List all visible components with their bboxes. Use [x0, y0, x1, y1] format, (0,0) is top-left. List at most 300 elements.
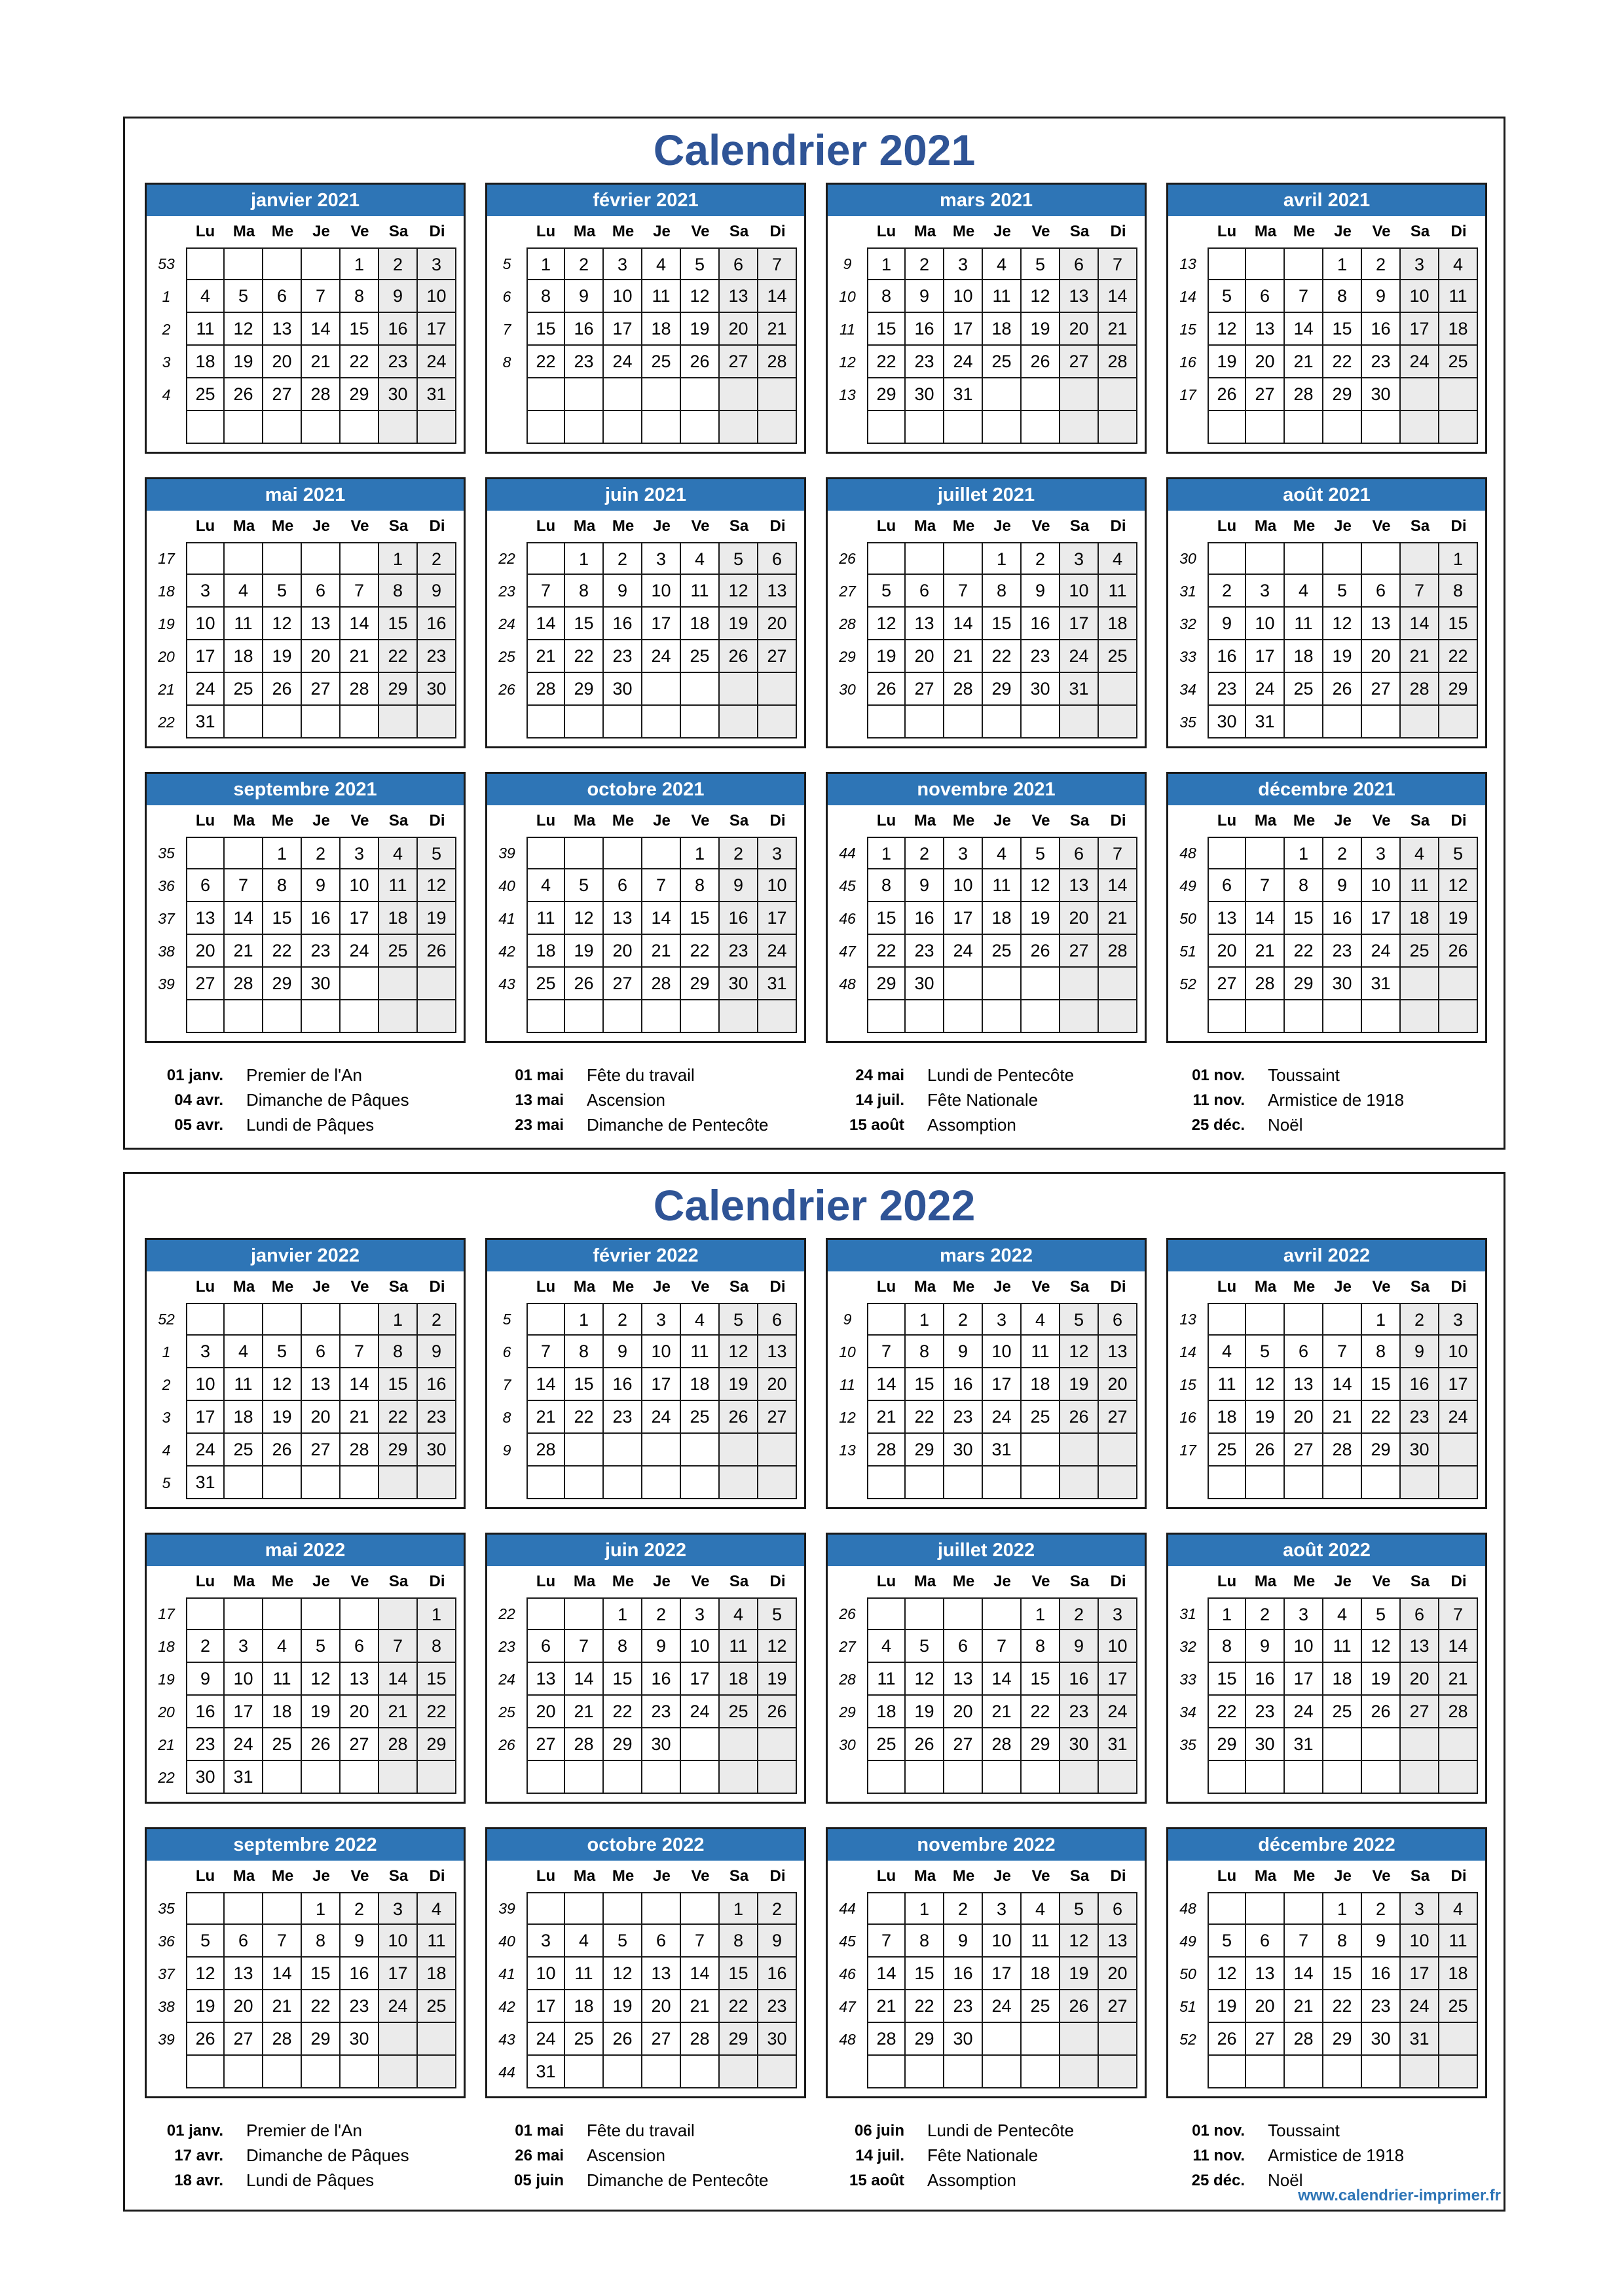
day-cell: 7 — [1323, 1336, 1362, 1368]
day-cell: 5 — [758, 1597, 797, 1630]
day-cell: 17 — [1362, 902, 1401, 935]
day-cell: 29 — [1285, 968, 1323, 1000]
holiday-name: Premier de l'An — [246, 2121, 362, 2140]
day-cell: 21 — [983, 1696, 1022, 1728]
day-cell: 8 — [341, 280, 379, 313]
weekday-label: Ve — [350, 1573, 369, 1590]
weekday-label: Me — [271, 1278, 294, 1296]
day-cell — [526, 837, 565, 869]
day-cell — [944, 2056, 983, 2088]
day-cell: 22 — [526, 346, 565, 378]
day-cell: 27 — [604, 968, 642, 1000]
day-cell: 22 — [1362, 1401, 1401, 1434]
day-cell — [263, 411, 302, 444]
day-cell: 29 — [565, 673, 604, 706]
week-number: 50 — [1179, 1965, 1196, 1982]
day-cell — [1099, 1434, 1137, 1467]
day-cell — [186, 1597, 225, 1630]
day-cell: 20 — [1362, 640, 1401, 673]
day-cell: 20 — [758, 608, 797, 640]
day-cell — [302, 1761, 341, 1794]
day-cell: 7 — [1246, 869, 1285, 902]
day-cell: 2 — [1323, 837, 1362, 869]
weekday-label: Sa — [729, 1573, 749, 1590]
weekday-label: Sa — [388, 517, 409, 535]
day-cell: 22 — [1439, 640, 1478, 673]
day-cell — [642, 1000, 681, 1033]
day-cell: 22 — [418, 1696, 456, 1728]
holiday-date: 23 mai — [515, 1116, 564, 1134]
day-cell: 16 — [341, 1958, 379, 1990]
day-cell: 18 — [379, 902, 418, 935]
day-cell — [225, 706, 263, 738]
weekday-label: Di — [769, 223, 786, 240]
month-header: juillet 2022 — [828, 1535, 1145, 1566]
day-cell — [1060, 378, 1099, 411]
day-cell — [263, 1892, 302, 1925]
day-cell: 1 — [681, 837, 720, 869]
month-calendar — [485, 1827, 806, 2098]
day-cell — [379, 1761, 418, 1794]
day-cell: 8 — [983, 575, 1022, 608]
day-cell: 23 — [186, 1728, 225, 1761]
day-cell: 10 — [1401, 280, 1439, 313]
day-cell — [1439, 1728, 1478, 1761]
day-cell: 30 — [1246, 1728, 1285, 1761]
day-cell: 10 — [1060, 575, 1099, 608]
weekday-label: Lu — [1217, 1867, 1237, 1885]
day-cell — [1439, 706, 1478, 738]
day-cell: 6 — [758, 1303, 797, 1336]
weekday-label: Je — [312, 812, 330, 829]
holiday-date: 11 nov. — [1192, 2147, 1245, 2164]
day-cell: 17 — [1060, 608, 1099, 640]
weekday-label: Lu — [536, 1867, 556, 1885]
week-number: 14 — [1179, 288, 1196, 305]
day-cell: 1 — [720, 1892, 758, 1925]
day-cell: 25 — [1439, 1990, 1478, 2023]
day-cell: 2 — [1060, 1597, 1099, 1630]
day-cell: 17 — [944, 902, 983, 935]
holiday-name: Noël — [1268, 1115, 1303, 1135]
day-cell: 13 — [720, 280, 758, 313]
weekday-label: Je — [653, 1278, 671, 1296]
day-cell: 22 — [565, 640, 604, 673]
day-cell: 13 — [1246, 313, 1285, 346]
month-header: février 2021 — [487, 185, 804, 216]
day-cell: 26 — [1246, 1434, 1285, 1467]
day-cell — [302, 1467, 341, 1499]
weekday-label: Lu — [536, 1573, 556, 1590]
day-cell — [1323, 542, 1362, 575]
day-cell: 25 — [1401, 935, 1439, 968]
day-cell: 3 — [1401, 247, 1439, 280]
day-cell: 6 — [302, 1336, 341, 1368]
day-cell — [1246, 247, 1285, 280]
month-calendar — [826, 477, 1147, 748]
day-cell — [1246, 411, 1285, 444]
weekday-label: Sa — [1069, 1573, 1090, 1590]
week-number: 34 — [1179, 681, 1196, 698]
weekday-label: Di — [769, 1278, 786, 1296]
day-cell: 19 — [604, 1990, 642, 2023]
day-cell: 26 — [867, 673, 906, 706]
day-cell: 1 — [302, 1892, 341, 1925]
day-cell: 12 — [225, 313, 263, 346]
day-cell: 11 — [225, 1368, 263, 1401]
day-cell: 14 — [526, 1368, 565, 1401]
holiday-date: 01 nov. — [1192, 1066, 1245, 1084]
weekday-label: Ma — [573, 1573, 596, 1590]
day-cell: 29 — [867, 968, 906, 1000]
day-cell: 30 — [1022, 673, 1060, 706]
day-cell — [341, 2056, 379, 2088]
day-cell — [681, 378, 720, 411]
day-cell: 21 — [1439, 1663, 1478, 1696]
day-cell — [379, 706, 418, 738]
day-cell: 29 — [906, 1434, 944, 1467]
week-number: 15 — [1179, 321, 1196, 338]
day-cell: 1 — [906, 1892, 944, 1925]
weekday-label: Ve — [1031, 1573, 1050, 1590]
day-cell — [944, 968, 983, 1000]
day-cell: 1 — [1208, 1597, 1246, 1630]
week-number: 39 — [158, 975, 175, 993]
day-cell: 5 — [681, 247, 720, 280]
day-cell: 20 — [526, 1696, 565, 1728]
holiday-name: Premier de l'An — [246, 1065, 362, 1085]
day-cell: 7 — [526, 1336, 565, 1368]
day-cell — [1060, 1000, 1099, 1033]
day-cell: 24 — [1439, 1401, 1478, 1434]
weekday-label: Lu — [876, 812, 896, 829]
weekday-label: Sa — [1069, 223, 1090, 240]
day-cell: 3 — [526, 1925, 565, 1958]
month-header: janvier 2022 — [147, 1240, 464, 1271]
day-cell: 3 — [1099, 1597, 1137, 1630]
week-number: 16 — [1179, 1409, 1196, 1426]
day-cell: 15 — [379, 1368, 418, 1401]
day-cell: 17 — [944, 313, 983, 346]
weekday-label: Ve — [1031, 1278, 1050, 1296]
week-number: 26 — [839, 1605, 856, 1622]
week-number: 19 — [158, 615, 175, 632]
day-cell: 13 — [758, 575, 797, 608]
weekday-label: Lu — [195, 812, 215, 829]
holiday-date: 18 avr. — [174, 2172, 223, 2189]
month-calendar — [1166, 1238, 1487, 1509]
day-cell: 30 — [379, 378, 418, 411]
day-cell: 6 — [341, 1630, 379, 1663]
day-cell: 16 — [1060, 1663, 1099, 1696]
day-cell: 22 — [906, 1401, 944, 1434]
day-cell: 8 — [867, 869, 906, 902]
day-cell — [642, 1892, 681, 1925]
day-cell — [526, 1303, 565, 1336]
day-cell — [1362, 706, 1401, 738]
day-cell: 11 — [1439, 1925, 1478, 1958]
day-cell: 16 — [906, 902, 944, 935]
day-cell — [302, 411, 341, 444]
weekday-label: Di — [1110, 223, 1126, 240]
weekday-label: Di — [769, 1867, 786, 1885]
day-cell: 7 — [341, 1336, 379, 1368]
day-cell: 29 — [867, 378, 906, 411]
weekday-label: Ma — [1254, 223, 1277, 240]
week-number: 29 — [839, 648, 856, 665]
day-cell: 30 — [1362, 378, 1401, 411]
day-cell: 6 — [526, 1630, 565, 1663]
day-cell: 25 — [681, 640, 720, 673]
weekday-label: Ma — [913, 812, 936, 829]
weekday-label: Ve — [1031, 223, 1050, 240]
day-cell — [1099, 378, 1137, 411]
day-cell: 2 — [1022, 542, 1060, 575]
day-cell: 7 — [758, 247, 797, 280]
day-cell: 26 — [1060, 1401, 1099, 1434]
day-cell — [1285, 1467, 1323, 1499]
month-calendar — [485, 1238, 806, 1509]
day-cell: 14 — [341, 1368, 379, 1401]
weekday-label: Je — [1334, 223, 1352, 240]
day-cell: 12 — [186, 1958, 225, 1990]
day-cell — [758, 378, 797, 411]
day-cell: 18 — [1439, 313, 1478, 346]
day-cell: 10 — [642, 575, 681, 608]
day-cell — [302, 2056, 341, 2088]
day-cell — [1099, 1000, 1137, 1033]
day-cell — [565, 1000, 604, 1033]
holiday-name: Fête du travail — [587, 2121, 695, 2140]
day-cell: 24 — [604, 346, 642, 378]
day-cell: 16 — [186, 1696, 225, 1728]
day-cell: 10 — [1285, 1630, 1323, 1663]
day-cell: 10 — [1439, 1336, 1478, 1368]
day-cell: 15 — [681, 902, 720, 935]
day-cell — [263, 1000, 302, 1033]
week-number: 21 — [158, 681, 175, 698]
day-cell — [263, 1597, 302, 1630]
day-cell: 4 — [1022, 1892, 1060, 1925]
weekday-label: Di — [1110, 812, 1126, 829]
day-cell: 28 — [341, 673, 379, 706]
day-cell: 8 — [379, 1336, 418, 1368]
day-cell: 1 — [1439, 542, 1478, 575]
weekday-label: Me — [271, 812, 294, 829]
day-cell — [983, 411, 1022, 444]
day-cell: 29 — [341, 378, 379, 411]
day-cell — [867, 1303, 906, 1336]
day-cell — [1099, 2023, 1137, 2056]
day-cell — [1439, 378, 1478, 411]
day-cell — [906, 1597, 944, 1630]
day-cell: 2 — [186, 1630, 225, 1663]
week-number: 20 — [158, 648, 175, 665]
day-cell: 9 — [1323, 869, 1362, 902]
day-cell: 12 — [1060, 1336, 1099, 1368]
website-link[interactable]: www.calendrier-imprimer.fr — [1298, 2187, 1501, 2204]
day-cell: 21 — [341, 1401, 379, 1434]
day-cell — [341, 542, 379, 575]
day-cell: 10 — [758, 869, 797, 902]
day-cell: 2 — [1208, 575, 1246, 608]
day-cell — [1285, 706, 1323, 738]
weekday-label: Sa — [388, 1278, 409, 1296]
weekday-label: Ma — [913, 1867, 936, 1885]
weekday-label: Ve — [350, 1278, 369, 1296]
day-cell: 3 — [379, 1892, 418, 1925]
day-cell: 5 — [1439, 837, 1478, 869]
month-calendar — [826, 183, 1147, 454]
day-cell — [642, 378, 681, 411]
day-cell: 23 — [1022, 640, 1060, 673]
day-cell: 7 — [944, 575, 983, 608]
holiday-name: Ascension — [587, 2145, 665, 2165]
day-cell: 13 — [1401, 1630, 1439, 1663]
weekday-label: Ma — [913, 1278, 936, 1296]
holiday-name: Dimanche de Pâques — [246, 1090, 409, 1110]
week-number: 3 — [162, 1409, 171, 1426]
day-cell: 23 — [604, 1401, 642, 1434]
day-cell — [681, 1761, 720, 1794]
day-cell: 8 — [1323, 1925, 1362, 1958]
weekday-label: Ma — [573, 1278, 596, 1296]
day-cell — [1439, 1000, 1478, 1033]
week-number: 46 — [839, 1965, 856, 1982]
day-cell — [720, 411, 758, 444]
day-cell — [186, 837, 225, 869]
day-cell: 4 — [418, 1892, 456, 1925]
day-cell: 31 — [1401, 2023, 1439, 2056]
week-number: 27 — [839, 1638, 856, 1655]
week-number: 40 — [498, 877, 515, 894]
day-cell: 12 — [1323, 608, 1362, 640]
day-cell — [867, 1000, 906, 1033]
day-cell: 29 — [1208, 1728, 1246, 1761]
day-cell: 3 — [642, 542, 681, 575]
day-cell: 4 — [642, 247, 681, 280]
day-cell: 5 — [1022, 247, 1060, 280]
day-cell: 26 — [1439, 935, 1478, 968]
day-cell — [1439, 1434, 1478, 1467]
day-cell: 27 — [1060, 935, 1099, 968]
day-cell — [565, 837, 604, 869]
day-cell: 10 — [604, 280, 642, 313]
day-cell — [379, 968, 418, 1000]
day-cell — [1208, 1761, 1246, 1794]
week-number: 35 — [158, 1900, 175, 1917]
day-cell — [1208, 1467, 1246, 1499]
day-cell — [1401, 411, 1439, 444]
day-cell: 7 — [1439, 1597, 1478, 1630]
month-calendar — [1166, 1533, 1487, 1804]
day-cell: 22 — [867, 346, 906, 378]
week-number: 30 — [839, 1736, 856, 1753]
day-cell: 19 — [418, 902, 456, 935]
day-cell — [565, 1597, 604, 1630]
day-cell: 5 — [1022, 837, 1060, 869]
weekday-label: Lu — [1217, 223, 1237, 240]
day-cell: 1 — [867, 837, 906, 869]
week-number: 45 — [839, 1933, 856, 1950]
day-cell: 28 — [341, 1434, 379, 1467]
day-cell: 12 — [1208, 313, 1246, 346]
holiday-date: 15 août — [849, 2172, 904, 2189]
day-cell: 21 — [1401, 640, 1439, 673]
day-cell — [1099, 673, 1137, 706]
day-cell: 19 — [1208, 346, 1246, 378]
day-cell — [604, 411, 642, 444]
weekday-label: Ve — [691, 812, 710, 829]
day-cell — [418, 1467, 456, 1499]
week-number: 2 — [162, 321, 171, 338]
day-cell: 9 — [944, 1925, 983, 1958]
day-cell: 4 — [681, 1303, 720, 1336]
day-cell — [1208, 542, 1246, 575]
month-calendar — [145, 1533, 466, 1804]
day-cell: 6 — [186, 869, 225, 902]
day-cell — [642, 673, 681, 706]
day-cell: 23 — [302, 935, 341, 968]
day-cell — [1099, 2056, 1137, 2088]
weekday-label: Je — [653, 223, 671, 240]
day-cell — [983, 378, 1022, 411]
day-cell — [983, 1761, 1022, 1794]
day-cell: 27 — [1099, 1401, 1137, 1434]
day-cell: 15 — [1022, 1663, 1060, 1696]
day-cell: 5 — [1362, 1597, 1401, 1630]
day-cell: 9 — [1208, 608, 1246, 640]
day-cell: 3 — [983, 1892, 1022, 1925]
day-cell: 31 — [1285, 1728, 1323, 1761]
weekday-label: Je — [312, 1573, 330, 1590]
week-number: 36 — [158, 1933, 175, 1950]
day-cell — [944, 706, 983, 738]
day-cell: 30 — [186, 1761, 225, 1794]
week-number: 46 — [839, 910, 856, 927]
day-cell: 11 — [642, 280, 681, 313]
day-cell — [1208, 1892, 1246, 1925]
weekday-label: Lu — [876, 1867, 896, 1885]
day-cell: 19 — [1060, 1368, 1099, 1401]
day-cell — [1439, 1467, 1478, 1499]
day-cell: 6 — [225, 1925, 263, 1958]
day-cell: 24 — [944, 346, 983, 378]
day-cell: 2 — [1362, 1892, 1401, 1925]
day-cell — [983, 968, 1022, 1000]
weekday-label: Lu — [1217, 517, 1237, 535]
day-cell: 21 — [526, 640, 565, 673]
day-cell: 20 — [1060, 902, 1099, 935]
day-cell: 10 — [681, 1630, 720, 1663]
day-cell — [379, 2023, 418, 2056]
week-number: 13 — [839, 386, 856, 403]
day-cell: 5 — [867, 575, 906, 608]
day-cell: 23 — [906, 346, 944, 378]
day-cell — [681, 1434, 720, 1467]
weekday-label: Lu — [876, 223, 896, 240]
day-cell: 28 — [565, 1728, 604, 1761]
day-cell: 25 — [1022, 1990, 1060, 2023]
day-cell: 23 — [1362, 1990, 1401, 2023]
weekday-label: Me — [612, 517, 635, 535]
month-header: octobre 2022 — [487, 1829, 804, 1861]
day-cell: 3 — [1285, 1597, 1323, 1630]
day-cell: 8 — [906, 1925, 944, 1958]
day-cell: 26 — [720, 1401, 758, 1434]
day-cell: 8 — [906, 1336, 944, 1368]
day-cell: 24 — [1246, 673, 1285, 706]
